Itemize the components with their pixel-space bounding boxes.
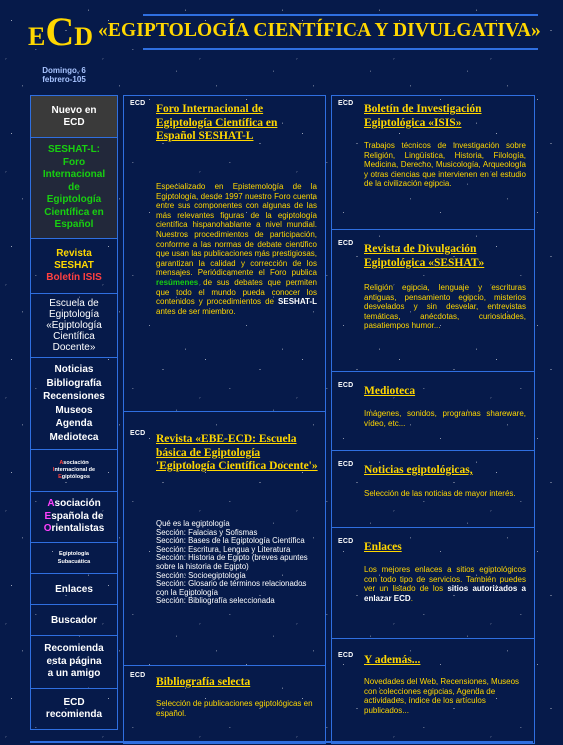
article-foro-seshat	[124, 96, 325, 411]
article-medioteca	[332, 372, 534, 450]
sidebar-item-label: Científica	[53, 331, 95, 342]
article-body: Selección de las noticias de mayor interés.	[364, 489, 516, 498]
article-section-list	[156, 520, 317, 606]
sidebar-item-seshat-l[interactable]	[31, 138, 117, 239]
article-revista-divulgacion	[332, 230, 534, 371]
sidebar-item-label	[32, 460, 116, 467]
sidebar-item-boletin-isis[interactable]: Boletín ISIS	[46, 272, 102, 283]
sitios-autorizados-link[interactable]: sitios autorizados a enlazar ECD	[364, 584, 527, 603]
sidebar-item-label: Escuela de	[49, 298, 99, 309]
article-revista-ebe	[124, 412, 325, 665]
sidebar-item-label: ECD	[63, 696, 85, 708]
seshat-l-link[interactable]: SESHAT-L	[278, 297, 317, 307]
article-title-link[interactable]: Medioteca	[364, 385, 416, 397]
sidebar-item-recensiones[interactable]: Recensiones	[43, 391, 105, 402]
sidebar-item-label: Buscador	[50, 614, 98, 626]
sidebar-item-bibliografia[interactable]: Bibliografía	[46, 377, 102, 389]
article-body	[156, 182, 317, 316]
sidebar-item-recomienda[interactable]	[31, 636, 117, 689]
initial-letter: A	[47, 498, 55, 510]
sidebar-nav	[30, 95, 118, 730]
sidebar-item-asociacion-espanola[interactable]	[31, 492, 117, 543]
sidebar-item-label: Nuevo en	[51, 104, 97, 116]
article-title-link[interactable]: Noticias egiptológicas,	[364, 464, 473, 476]
sidebar-item-label: Egiptología	[46, 194, 102, 206]
sidebar-item-label: ECD	[63, 116, 85, 128]
article-body: Novedades del Web, Recensiones, Museos con colecciones egipcias, Agenda de actividades, índice de los artículos publicados...	[364, 677, 520, 715]
sidebar-item-revista-seshat[interactable]	[31, 239, 117, 294]
sidebar-item-label: «Egiptología	[46, 320, 102, 331]
body-text: de sus debates que permiten que todo el mundo pueda conocer los contenidos y procedimientos de	[156, 277, 317, 307]
sidebar-item-buscador[interactable]	[31, 605, 117, 636]
initial-letter: I	[52, 467, 55, 473]
header-top-rule	[143, 14, 538, 16]
sidebar-item-noticias[interactable]: Noticias	[54, 364, 94, 375]
sidebar-item-label: Egiptología	[59, 551, 89, 557]
ecd-tag: ECD	[338, 652, 354, 659]
header-bottom-rule	[143, 48, 538, 50]
article-enlaces	[332, 528, 534, 638]
sidebar-item-label: de	[68, 181, 80, 193]
initial-letter: A	[59, 460, 64, 466]
initial-letter: E	[44, 510, 52, 522]
article-title-link[interactable]: Revista de Divulgación Egiptológica «SESHAT»	[364, 243, 485, 269]
sidebar-item-museos[interactable]: Museos	[55, 404, 93, 416]
sidebar-item-label: Enlaces	[55, 583, 93, 595]
article-body	[364, 565, 526, 603]
ecd-tag: ECD	[130, 430, 146, 437]
sidebar-item-label: Científica en	[44, 206, 104, 218]
label-rest: rientalistas	[51, 523, 105, 535]
ecd-tag: ECD	[338, 461, 354, 468]
article-ademas	[332, 639, 534, 743]
section-link[interactable]: Sección: Falacias y Sofismas	[156, 527, 258, 537]
sidebar-item-label: recomienda	[45, 709, 103, 720]
sidebar-item-label	[32, 467, 116, 474]
article-title-link[interactable]: Boletín de Investigación Egiptológica «ISIS»	[364, 103, 482, 129]
sidebar-item-label: Internacional	[42, 169, 106, 181]
sidebar-item-label: SESHAT	[54, 260, 94, 271]
sidebar-item-ecd-recomienda[interactable]	[31, 689, 117, 729]
sidebar-item-label: Docente»	[52, 342, 96, 353]
article-body: Trabajos técnicos de investigación sobre Religión, Lingüística, Historia, Filología, Medicina, Derecho, Musicología, Arqueología y otras ciencias que intervienen en el estudio de la civilización egipcia.	[364, 141, 526, 189]
ecd-tag: ECD	[338, 382, 354, 389]
sidebar-item-medioteca[interactable]: Medioteca	[49, 431, 99, 443]
section-link[interactable]: Sección: Glosario de términos relacionados con la Egiptología	[156, 579, 307, 597]
section-link[interactable]: Sección: Bases de la Egiptología Científica	[156, 536, 305, 546]
sidebar-item-enlaces[interactable]	[31, 574, 117, 605]
article-title-link[interactable]: Enlaces	[364, 541, 402, 553]
sidebar-item-label: Subacuática	[57, 559, 91, 565]
date-display	[33, 66, 95, 84]
content-column-left	[123, 95, 326, 744]
ecd-tag: ECD	[338, 240, 354, 247]
section-link[interactable]: Sección: Bibliografía seleccionada	[156, 596, 275, 606]
article-body: Imágenes, sonidos, programas shareware, vídeo, etc...	[364, 409, 526, 428]
initial-letter: E	[58, 474, 62, 480]
article-title-link[interactable]: Foro Internacional de Egiptología Científica en Español SESHAT-L	[156, 103, 278, 143]
section-link[interactable]: Sección: Socioegiptología	[156, 570, 246, 580]
section-link[interactable]: Sección: Historia de Egipto (breves apuntes sobre la historia de Egipto)	[156, 553, 308, 571]
sidebar-item-label	[32, 498, 116, 511]
body-text: .	[410, 593, 413, 603]
sidebar-item-label	[32, 474, 116, 481]
date-weekday: Domingo, 6	[42, 66, 86, 75]
sidebar-item-label: Español	[54, 219, 94, 231]
label-rest: spañola de	[51, 510, 104, 522]
article-boletin-isis	[332, 96, 534, 229]
ecd-tag: ECD	[130, 672, 146, 679]
article-body: Religión egipcia, lenguaje y escrituras antiguas, pensamiento egipcio, misterios desvelados y sin desvelar, entrevistas temáticas, anécdotas, curiosidades, pasatiempos humor...	[364, 283, 526, 331]
sidebar-item-asociacion-internacional[interactable]	[31, 450, 117, 492]
resumenes-link[interactable]: resúmenes	[156, 277, 199, 287]
body-text: Especializado en Epistemología de la Egiptología, desde 1997 nuestro Foro cuenta entre sus componentes con algunas de las más relevantes figuras de la egiptología científica hispanohablante a nivel mundial. Nuestros procedimientos de participación, conforme a las normas de debate científico que usan las publicaciones más prestigiosas, garantizan la calidad y corrección de los mensajes. Periódicamente el Foro publica	[156, 182, 317, 278]
sidebar-item-label: Egiptología	[48, 309, 100, 320]
sidebar-item-label: Recomienda	[44, 643, 104, 655]
logo-letter-c: C	[45, 9, 75, 54]
label-rest: giptólogos	[61, 474, 90, 480]
ecd-tag: ECD	[338, 100, 354, 107]
article-body: Selección de publicaciones egiptológicas en español.	[156, 699, 313, 718]
ecd-tag: ECD	[338, 538, 354, 545]
article-title-link[interactable]: Revista «EBE-ECD: Escuela básica de Egiptología 'Egiptología Científica Docente'»	[156, 433, 318, 473]
ecd-tag: ECD	[130, 100, 146, 107]
label-rest: sociación	[54, 498, 101, 510]
site-title: «EGIPTOLOGÍA CIENTÍFICA Y DIVULGATIVA»	[98, 20, 541, 41]
article-noticias	[332, 451, 534, 527]
sidebar-item-label: a un amigo	[47, 668, 101, 680]
sidebar-item-egiptologia-subacuatica[interactable]	[31, 543, 117, 574]
label-rest: nternacional de	[54, 467, 96, 473]
sidebar-item-escuela[interactable]	[31, 294, 117, 358]
sidebar-item-agenda[interactable]: Agenda	[55, 418, 93, 429]
logo-letter-d: D	[74, 22, 94, 51]
article-title-link[interactable]: Bibliografía selecta	[156, 676, 251, 688]
footer-rule	[30, 741, 533, 743]
sidebar-item-label: SESHAT-L:	[47, 144, 101, 156]
logo-letter-e: E	[28, 22, 46, 51]
article-bibliografia	[124, 666, 325, 743]
initial-letter: O	[43, 523, 52, 535]
sidebar-item-label: Foro	[62, 156, 86, 168]
sidebar-item-label	[32, 523, 116, 536]
sidebar-item-nuevo[interactable]	[31, 96, 117, 138]
sidebar-group-secciones	[31, 358, 117, 450]
section-link[interactable]: Qué es la egiptología	[156, 519, 230, 528]
sidebar-item-label	[32, 511, 116, 524]
sidebar-item-label: esta página	[46, 655, 102, 667]
ecd-logo[interactable]	[28, 9, 94, 54]
label-rest: sociación	[63, 460, 89, 466]
site-header	[28, 9, 541, 60]
body-text: Los mejores enlaces a sitios egiptológicos con todo tipo de servicios. También puedes ver un listado de los	[364, 565, 526, 594]
date-month-year: febrero-105	[42, 75, 86, 84]
content-column-right	[331, 95, 535, 744]
body-text: antes de ser miembro.	[156, 306, 236, 316]
section-link[interactable]: Sección: Escritura, Lengua y Literatura	[156, 544, 291, 554]
sidebar-item-label: Revista	[56, 248, 92, 259]
article-title-link[interactable]: Y además...	[364, 654, 421, 666]
